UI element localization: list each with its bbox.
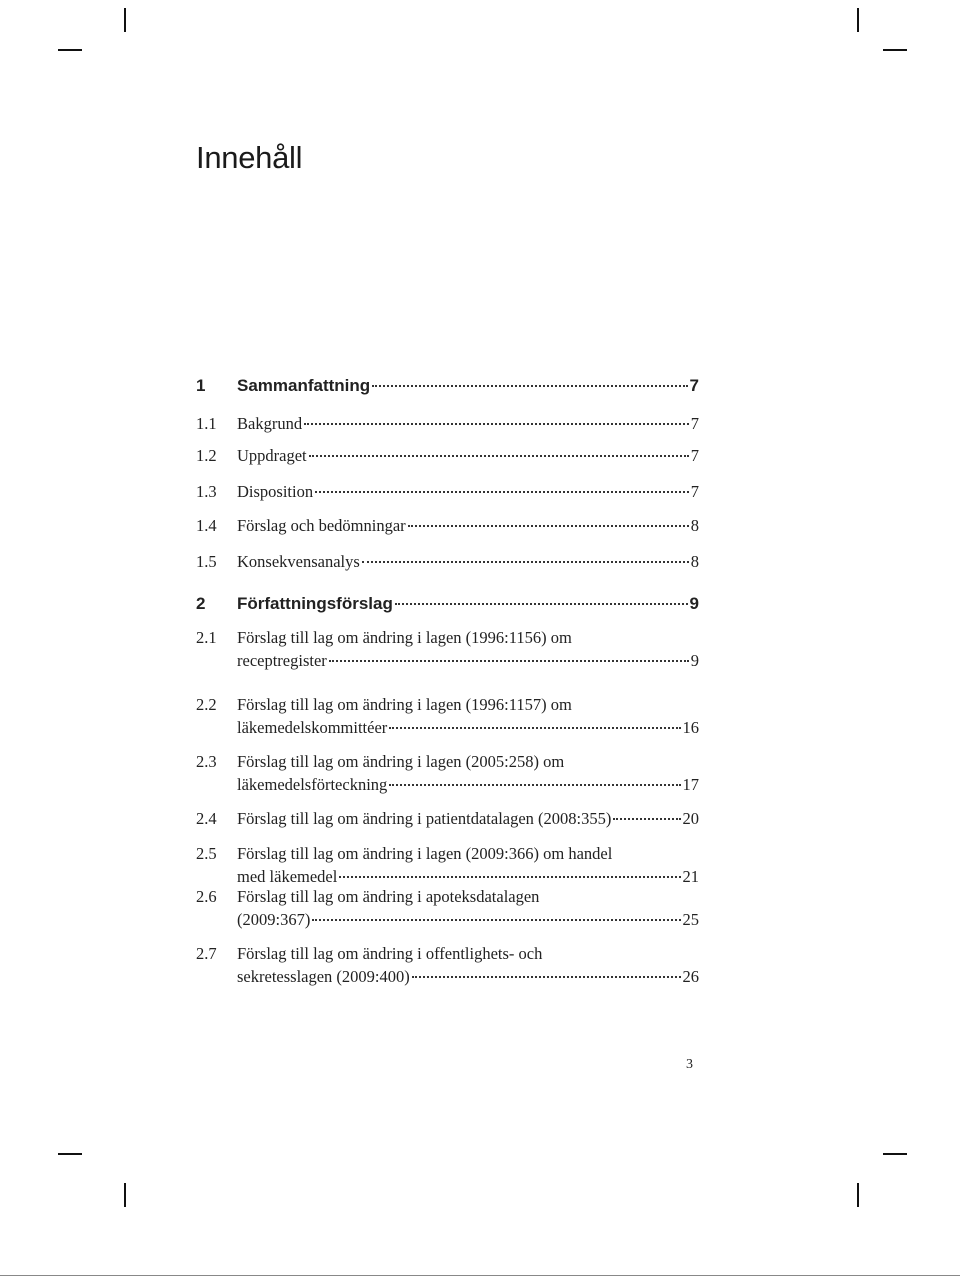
dot-leader [362, 561, 689, 563]
toc-label: sekretesslagen (2009:400) [237, 967, 410, 986]
toc-number: 1.1 [196, 414, 217, 433]
toc-number: 2.4 [196, 809, 217, 828]
toc-page-number: 7 [689, 376, 699, 395]
scan-edge-line [0, 1275, 960, 1276]
toc-label: Förslag till lag om ändring i lagen (2005:258) om [237, 752, 565, 771]
dot-leader [304, 423, 689, 425]
crop-mark [124, 8, 126, 32]
toc-number: 2.5 [196, 844, 217, 863]
toc-number: 2.3 [196, 752, 217, 771]
crop-mark [857, 1183, 859, 1207]
toc-label: Förslag till lag om ändring i lagen (1996:1156) om [237, 628, 572, 647]
toc-page-number: 9 [689, 594, 699, 613]
toc-label: Förslag till lag om ändring i apoteksdatalagen [237, 887, 540, 906]
toc-page-number: 9 [690, 651, 699, 670]
crop-mark [883, 49, 907, 51]
dot-leader [339, 876, 680, 878]
toc-number: 1.3 [196, 482, 217, 501]
toc-number: 1.2 [196, 446, 217, 465]
toc-number: 1.4 [196, 516, 217, 535]
dot-leader [315, 491, 689, 493]
toc-number: 2.1 [196, 628, 217, 647]
dot-leader [372, 385, 687, 387]
toc-page-number: 7 [690, 446, 699, 465]
crop-mark [58, 1153, 82, 1155]
toc-label: Förslag till lag om ändring i patientdatalagen (2008:355) [237, 809, 612, 828]
dot-leader [389, 727, 680, 729]
toc-page-number: 8 [690, 516, 699, 535]
dot-leader [395, 603, 688, 605]
dot-leader [309, 455, 689, 457]
toc-number: 1 [196, 376, 206, 395]
page-number: 3 [686, 1057, 693, 1072]
toc-label: Uppdraget [237, 446, 307, 465]
toc-label: Förslag till lag om ändring i lagen (2009:366) om handel [237, 844, 613, 863]
toc-page-number: 16 [682, 718, 699, 737]
crop-mark [58, 49, 82, 51]
toc-label: receptregister [237, 651, 327, 670]
toc-label: Förslag och bedömningar [237, 516, 406, 535]
toc-label: Bakgrund [237, 414, 303, 433]
crop-mark [883, 1153, 907, 1155]
toc-page-number: 21 [682, 867, 699, 886]
crop-mark [124, 1183, 126, 1207]
toc-number: 2.7 [196, 944, 217, 963]
dot-leader [408, 525, 689, 527]
toc-label: Författningsförslag [237, 594, 393, 613]
dot-leader [412, 976, 681, 978]
toc-page-number: 7 [690, 414, 699, 433]
toc-number: 1.5 [196, 552, 217, 571]
toc-label: med läkemedel [237, 867, 338, 886]
toc-label: läkemedelsförteckning [237, 775, 388, 794]
toc-page-number: 7 [690, 482, 699, 501]
toc-label: läkemedelskommittéer [237, 718, 388, 737]
toc-number: 2 [196, 594, 206, 613]
toc-label: (2009:367) [237, 910, 311, 929]
toc-number: 2.2 [196, 695, 217, 714]
toc-page-number: 17 [682, 775, 699, 794]
page-title: Innehåll [196, 140, 303, 175]
toc-label: Konsekvensanalys [237, 552, 360, 571]
toc-page-number: 8 [690, 552, 699, 571]
crop-mark [857, 8, 859, 32]
dot-leader [329, 660, 689, 662]
dot-leader [312, 919, 680, 921]
toc-number: 2.6 [196, 887, 217, 906]
dot-leader [613, 818, 680, 820]
toc-page-number: 26 [682, 967, 699, 986]
dot-leader [389, 784, 680, 786]
toc-page-number: 25 [682, 910, 699, 929]
toc-label: Sammanfattning [237, 376, 371, 395]
toc-label: Förslag till lag om ändring i offentlighets- och [237, 944, 543, 963]
toc-page-number: 20 [682, 809, 699, 828]
toc-label: Disposition [237, 482, 314, 501]
toc-label: Förslag till lag om ändring i lagen (1996:1157) om [237, 695, 572, 714]
